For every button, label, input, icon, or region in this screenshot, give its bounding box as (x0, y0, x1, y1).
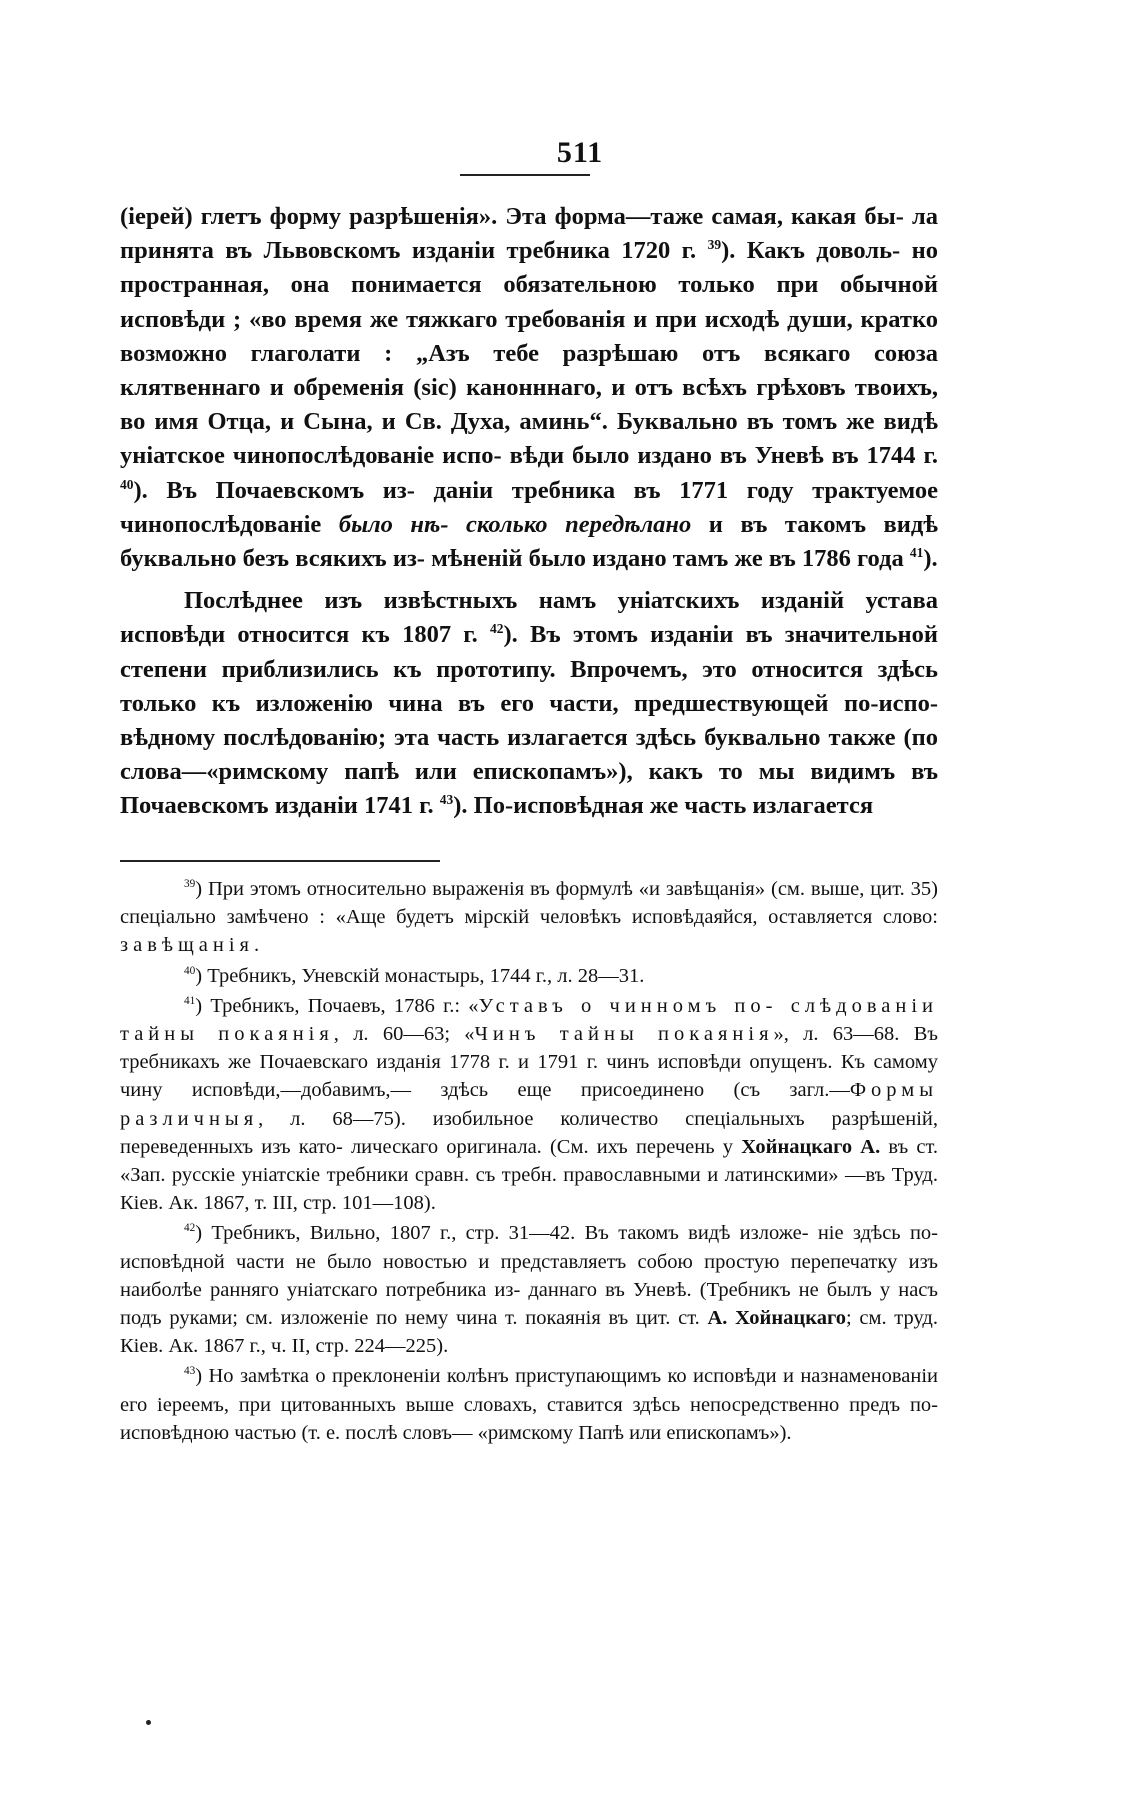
text-run: ). (923, 545, 938, 573)
footnote-41 (120, 992, 938, 1218)
text-run: Послѣднее изъ извѣстныхъ намъ унiатскихъ изданiй устава исповѣди относится къ 1807 г. (120, 587, 938, 649)
text-run: », л. 63—68. Въ требникахъ же Почаевскаго изданiя 1778 г. и 1791 г. чинъ исповѣди опущенъ. Къ самому чину исповѣди,—добавимъ,— здѣсь еще присоединено (съ загл.— (120, 1023, 938, 1102)
italic-phrase: было нѣ- сколько передѣлано (338, 510, 692, 538)
main-text (120, 200, 938, 824)
footnote-mark: 41 (184, 994, 196, 1007)
text-run: ; см. труд. Кiев. Ак. 1867 г., ч. II, стр. 224—225). (120, 1307, 938, 1358)
text-run: , л. 60—63; « (333, 1023, 475, 1046)
footnote-42 (120, 1219, 938, 1360)
text-run: ). Въ Почаевскомъ из- данiи требника въ 1771 году трактуемое чинопослѣдованiе (120, 476, 938, 538)
paragraph-2 (120, 584, 938, 823)
footnote-ref-42: 42 (490, 621, 504, 637)
footnote-40 (120, 962, 938, 990)
footnote-mark: 40 (184, 964, 196, 977)
footnote-separator (120, 860, 440, 862)
stray-dot (146, 1720, 151, 1725)
text-run: въ ст. «Зап. русскiе унiатскiе требники сравн. съ требн. православными и латинскими» —въ Труд. Кiев. Ак. 1867, т. III, стр. 101—108). (120, 1135, 938, 1215)
text-run: ). Какъ доволь- но пространная, она понимается обязательною только при обычной исповѣди ; «во время же тяжкаго требованiя и при исходѣ души, кратко возможно глаголати : „Азъ тебе разрѣшаю отъ всякаго союза клятвеннаго и обременiя (sic) канонннаго, и отъ всѣхъ грѣховъ твоихъ, во имя Отца, и Сына, и Св. Духа, аминь“. Буквально въ томъ же видѣ унiатское чинопослѣдованiе испо- вѣди было издано въ Уневѣ въ 1744 г. (120, 237, 938, 470)
footnote-43 (120, 1362, 938, 1447)
footnote-ref-41: 41 (909, 544, 924, 560)
spaced-text: завѣщанiя (120, 934, 254, 957)
footnote-mark: 43 (184, 1365, 196, 1378)
footnotes (120, 875, 938, 1449)
text-run: ) Требникъ, Почаевъ, 1786 г.: « (195, 994, 479, 1017)
text-run: ). Въ этомъ изданiи въ значительной степени приблизились къ прототипу. Впрочемъ, это относится здѣсь только къ изложенiю чина въ его части, предшествующей по-испо- вѣдному послѣдованiю; эта часть излагается здѣсь буквально также (по слова—«римскому папѣ или епископамъ»), какъ то мы видимъ въ Почаевскомъ изданiи 1741 г. (120, 621, 938, 820)
spaced-text: Формы различныя (120, 1079, 938, 1130)
page-number-underline (460, 174, 590, 176)
footnote-ref-40: 40 (120, 476, 134, 492)
author-name: Хойнацкаго А. (741, 1135, 881, 1158)
text-run: ) Но замѣтка о преклоненiи колѣнъ приступающимъ ко исповѣди и назнаменованiи его iереемъ, при цитованныхъ выше словахъ, ставится здѣсь непосредственно предъ по-исповѣдною частью (т. е. послѣ словъ— «римскому Папѣ или епископамъ»). (120, 1365, 938, 1444)
text-run: и въ такомъ видѣ буквально безъ всякихъ из- мѣненiй было издано тамъ же въ 1786 года (120, 510, 938, 573)
footnote-mark: 42 (184, 1222, 196, 1235)
spaced-text: Уставъ о чинномъ по- слѣдованiи тайны покаянiя (120, 994, 938, 1046)
text-run: , л. 68—75). изобильное количество спецiальныхъ разрѣшенiй, переведенныхъ изъ като- лическаго оригинала. (См. ихъ перечень у (120, 1107, 938, 1158)
text-run: ). По-исповѣдная же часть излагается (453, 792, 874, 820)
paragraph-1 (120, 200, 938, 576)
text-run: ) Требникъ, Уневскiй монастырь, 1744 г., л. 28—31. (195, 964, 645, 987)
footnote-ref-39: 39 (707, 237, 722, 253)
text-run: ) Требникъ, Вильно, 1807 г., стр. 31—42. Въ такомъ видѣ изложе- нiе здѣсь по-исповѣдной части не было новостью и представляетъ собою простую перепечатку изъ наиболѣе ранняго унiатскаго потребника из- даннаго въ Уневѣ. (Требникъ не былъ у насъ подъ руками; см. изложенiе по нему чина т. покаянiя въ цит. ст. (120, 1222, 938, 1330)
text-run: (iерей) глетъ форму разрѣшенiя». Эта форма—таже самая, какая бы- ла принята въ Львовскомъ изданiи требника 1720 г. (120, 203, 938, 265)
footnote-mark: 39 (184, 878, 196, 891)
author-name: А. Хойнацкаго (707, 1307, 846, 1330)
text-run: . (254, 934, 260, 957)
spaced-text: Чинъ тайны покаянiя (474, 1023, 774, 1046)
text-run: ) При этомъ относительно выраженiя въ формулѣ «и завѣщанiя» (см. выше, цит. 35) спецiально замѣчено : «Аще будетъ мiрскiй человѣкъ исповѣдаяйся, оставляется слово: (120, 878, 938, 929)
page-number: 511 (556, 136, 604, 169)
footnote-ref-43: 43 (439, 792, 454, 808)
footnote-39 (120, 875, 938, 960)
